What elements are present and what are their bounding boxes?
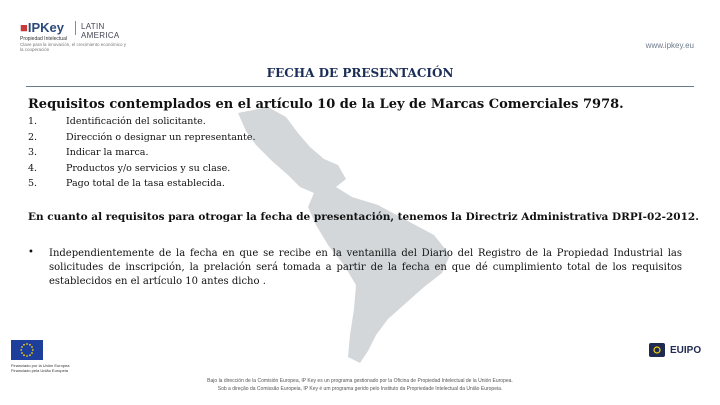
logo-region: LATIN AMERICA: [81, 22, 120, 40]
eu-flag-icon: [11, 340, 43, 360]
list-item-text: Pago total de la tasa establecida.: [66, 178, 225, 189]
footer-text: [0, 377, 720, 393]
list-item-text: Dirección o designar un representante.: [66, 131, 256, 143]
title-divider: [26, 86, 694, 87]
latin-america-map: [228, 95, 468, 365]
euipo-logo: [648, 342, 708, 358]
logo-dot-icon: ■: [20, 20, 28, 35]
requirements-heading: Requisitos contemplados en el artículo 10 de la Ley de Marcas Comerciales 7978.: [28, 97, 624, 112]
eu-label-es: Financiado por la Unión Europea: [11, 363, 70, 368]
list-item-number: 5.: [28, 178, 38, 189]
logo-tagline: Propiedad Intelectual: [20, 36, 67, 42]
list-item-text: Indicar la marca.: [66, 147, 149, 158]
list-item-number: 1.: [28, 116, 38, 127]
directive-intro: En cuanto al requisitos para otrogar la fecha de presentación, tenemos la Directriz Administrativa DRPI-02-2012.: [28, 211, 699, 223]
ipkey-logo: [20, 18, 140, 68]
list-item-text: Productos y/o servicios y su clase.: [66, 162, 231, 174]
website-url: www.ipkey.eu: [645, 41, 694, 50]
footer-line-es: Bajo la dirección de la Comisión Europea, IP Key es un programa gestionado por la Oficina de Propiedad Intelectual de la Unión Europea.: [207, 378, 513, 384]
eu-funding-label: [11, 363, 69, 373]
footer-line-pt: Sob a direção da Comissão Europeia, IP Key é um programa gerido pelo Instituto da Propriedade Intelectual da União Europeia.: [217, 386, 503, 392]
bullet-text: Independientemente de la fecha en que se recibe en la ventanilla del Diario del Registro de la Propiedad Industrial las solicitudes de inscripción, la prelación será tomada a partir de la fecha en que dé cumplimiento total de los requisitos establecidos en el artículo 10 antes dicho .: [49, 248, 682, 287]
logo-tagline-2: Clave para la innovación, el crecimiento económico y la cooperación: [20, 42, 127, 52]
slide-title: FECHA DE PRESENTACIÓN: [266, 66, 454, 80]
euipo-name: EUIPO: [670, 345, 702, 356]
bullet-icon: •: [28, 247, 34, 258]
eu-label-pt: Financiado pela União Europeia: [11, 368, 68, 373]
euipo-shield-icon: [648, 342, 666, 358]
list-item-number: 3.: [28, 147, 38, 158]
list-item-text: Identificación del solicitante.: [66, 116, 206, 127]
logo-mark: [20, 20, 64, 35]
list-item-number: 4.: [28, 162, 38, 174]
logo-main-text: IPKey: [27, 20, 64, 35]
bullet-paragraph: [28, 247, 682, 289]
logo-separator: [75, 21, 76, 35]
list-item-number: 2.: [28, 131, 38, 143]
